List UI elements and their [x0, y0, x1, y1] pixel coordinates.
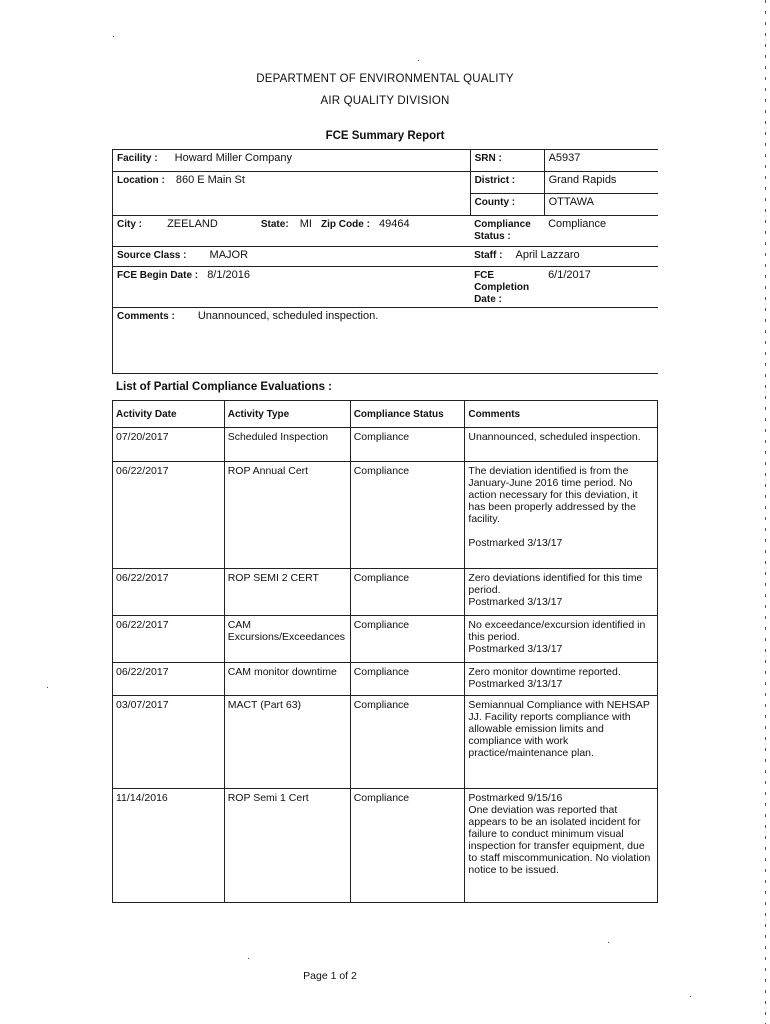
evaluations-table [112, 400, 658, 903]
activity-date: 06/22/2017 [113, 616, 225, 663]
table-row [113, 616, 658, 663]
county-label-cell [470, 194, 544, 216]
district-label: District : [474, 175, 516, 186]
activity-date: 06/22/2017 [113, 462, 225, 569]
activity-type: ROP SEMI 2 CERT [224, 569, 350, 616]
facility-label: Facility : [117, 153, 158, 164]
activity-type: Scheduled Inspection [224, 428, 350, 462]
report-title: FCE Summary Report [325, 130, 445, 142]
activity-comments: The deviation identified is from the January-June 2016 time period. No action necessary for this deviation, it has been properly addressed by the facility. Postmarked 3/13/17 [465, 462, 658, 569]
city-value: ZEELAND [167, 218, 218, 230]
evaluations-section-title: List of Partial Compliance Evaluations : [116, 381, 332, 393]
column-header-activity-date: Activity Date [113, 401, 225, 428]
page-number: Page 1 of 2 [303, 970, 357, 982]
scan-speck [248, 958, 249, 959]
comments-cell [113, 308, 659, 374]
compliance-status: Compliance [350, 569, 465, 616]
staff-cell [470, 247, 658, 267]
scan-edge-marks [765, 0, 766, 1024]
activity-type: MACT (Part 63) [224, 696, 350, 789]
fce-begin-label: FCE Begin Date : [117, 270, 199, 281]
activity-date: 11/14/2016 [113, 789, 225, 903]
facility-cell [113, 150, 471, 172]
fce-begin-cell [113, 267, 471, 308]
compliance-status: Compliance [350, 663, 465, 696]
city-cell [113, 216, 471, 247]
location-cell [113, 172, 471, 216]
compliance-status: Compliance [350, 696, 465, 789]
state-label: State: [260, 219, 289, 230]
activity-date: 07/20/2017 [113, 428, 225, 462]
department-heading: DEPARTMENT OF ENVIRONMENTAL QUALITY [256, 73, 514, 85]
compliance-status-label: Compliance Status : [474, 219, 531, 242]
fce-completion-label-cell [470, 267, 544, 308]
table-row [113, 462, 658, 569]
column-header-activity-type: Activity Type [224, 401, 350, 428]
table-row [113, 569, 658, 616]
district-label-cell [470, 172, 544, 194]
activity-comments: Zero deviations identified for this time period. Postmarked 3/13/17 [465, 569, 658, 616]
fce-begin-value: 8/1/2016 [207, 269, 251, 281]
fce-completion-value: 6/1/2017 [544, 267, 658, 308]
comments-label: Comments : [117, 311, 175, 322]
column-header-comments: Comments [465, 401, 658, 428]
srn-label-cell [470, 150, 544, 172]
activity-type: CAM monitor downtime [224, 663, 350, 696]
compliance-status: Compliance [350, 428, 465, 462]
facility-value: Howard Miller Company [174, 152, 293, 164]
compliance-status: Compliance [350, 616, 465, 663]
scan-speck [690, 996, 691, 997]
city-label: City : [117, 219, 142, 230]
activity-comments: Unannounced, scheduled inspection. [465, 428, 658, 462]
compliance-status: Compliance [350, 462, 465, 569]
location-value: 860 E Main St [175, 174, 245, 186]
activity-type: ROP Annual Cert [224, 462, 350, 569]
compliance-status-label-cell [470, 216, 544, 247]
zip-label: Zip Code : [321, 219, 370, 230]
column-header-compliance-status: Compliance Status [350, 401, 465, 428]
activity-date: 06/22/2017 [113, 569, 225, 616]
zip-value: 49464 [378, 218, 410, 230]
county-label: County : [474, 197, 516, 208]
activity-date: 03/07/2017 [113, 696, 225, 789]
district-value: Grand Rapids [544, 172, 658, 194]
comments-value: Unannounced, scheduled inspection. [197, 310, 379, 322]
activity-type: ROP Semi 1 Cert [224, 789, 350, 903]
activity-date: 06/22/2017 [113, 663, 225, 696]
compliance-status: Compliance [350, 789, 465, 903]
division-heading: AIR QUALITY DIVISION [320, 95, 450, 107]
staff-value: April Lazzaro [515, 249, 580, 261]
compliance-status-value: Compliance [544, 216, 658, 247]
staff-label: Staff : [474, 250, 503, 261]
srn-value: A5937 [544, 150, 658, 172]
activity-comments: Zero monitor downtime reported. Postmarked 3/13/17 [465, 663, 658, 696]
table-row [113, 428, 658, 462]
scan-speck [47, 687, 48, 688]
source-class-value: MAJOR [209, 249, 249, 261]
activity-type: CAM Excursions/Exceedances [224, 616, 350, 663]
location-label: Location : [117, 175, 165, 186]
fce-summary-table [112, 149, 658, 374]
source-class-cell [113, 247, 471, 267]
table-row [113, 789, 658, 903]
scan-speck [418, 60, 419, 61]
table-row [113, 663, 658, 696]
fce-completion-label: FCE Completion Date : [474, 270, 530, 305]
state-value: MI [299, 218, 312, 230]
scan-speck [113, 36, 114, 37]
scan-speck [608, 942, 609, 943]
table-row [113, 696, 658, 789]
activity-comments: Semiannual Compliance with NEHSAP JJ. Facility reports compliance with allowable emission limits and compliance with work practice/maintenance plan. [465, 696, 658, 789]
activity-comments: Postmarked 9/15/16 One deviation was reported that appears to be an isolated incident for failure to conduct minimum visual inspection for transfer equipment, due to staff miscommunication. No violation notice to be issued. [465, 789, 658, 903]
srn-label: SRN : [474, 153, 502, 164]
source-class-label: Source Class : [117, 250, 187, 261]
activity-comments: No exceedance/excursion identified in this period. Postmarked 3/13/17 [465, 616, 658, 663]
county-value: OTTAWA [544, 194, 658, 216]
